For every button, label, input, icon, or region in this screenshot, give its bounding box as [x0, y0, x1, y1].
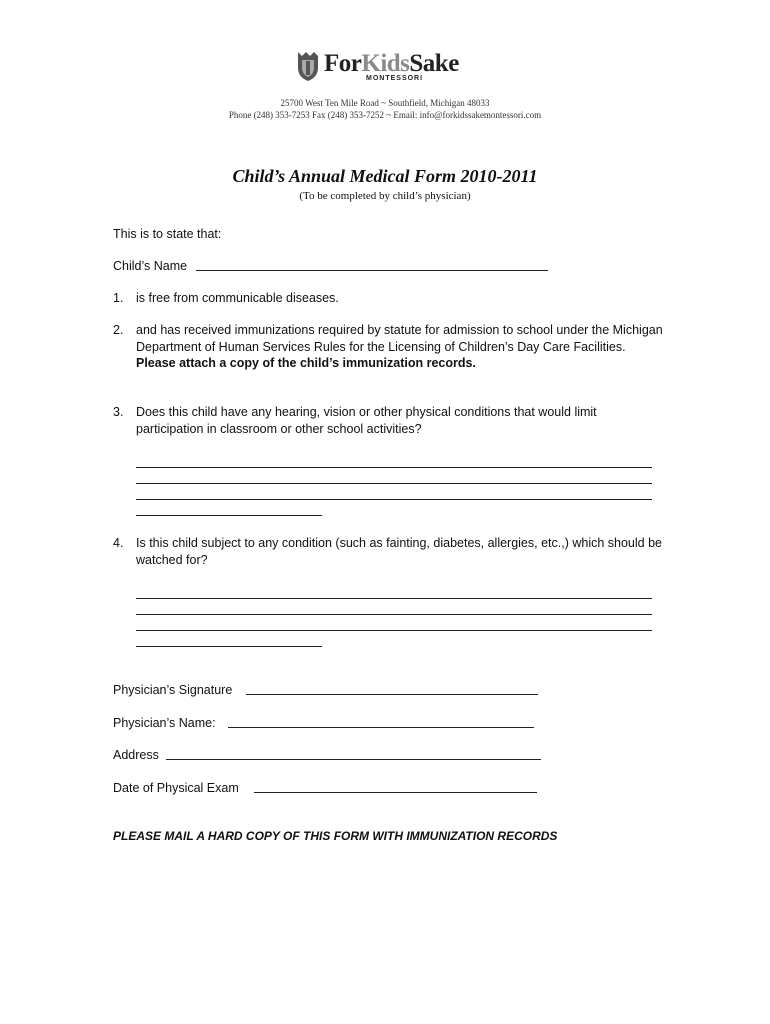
physician-name-label: Physician’s Name:	[113, 716, 216, 730]
exam-date-field[interactable]	[254, 792, 537, 793]
physician-signature-label: Physician’s Signature	[113, 683, 233, 697]
childs-name-field[interactable]	[196, 270, 548, 271]
answer-line[interactable]	[136, 614, 652, 615]
physician-name-field[interactable]	[228, 727, 534, 728]
school-address: 25700 West Ten Mile Road ~ Southfield, Michigan 48033	[280, 98, 490, 108]
answer-line[interactable]	[136, 467, 652, 468]
answer-line[interactable]	[136, 515, 322, 516]
mail-instruction: PLEASE MAIL A HARD COPY OF THIS FORM WITH IMMUNIZATION RECORDS	[113, 829, 558, 843]
address-field[interactable]	[166, 759, 541, 760]
address-label: Address	[113, 748, 159, 762]
item-number: 1.	[113, 291, 124, 305]
immunization-notice: Please attach a copy of the child’s immunization records.	[136, 356, 476, 370]
form-title: Child’s Annual Medical Form 2010-2011	[232, 166, 538, 186]
childs-name-label: Child’s Name	[113, 259, 188, 273]
item-text: Is this child subject to any condition (such as fainting, diabetes, allergies, etc.,) which should be watched for?	[136, 536, 662, 567]
shield-crest-icon	[296, 50, 320, 82]
item-number: 3.	[113, 405, 124, 419]
logo-wordmark: ForKidsSake	[324, 50, 459, 77]
answer-line[interactable]	[136, 598, 652, 599]
item-text: Does this child have any hearing, vision or other physical conditions that would limit participation in classroom or other school activities?	[136, 405, 597, 436]
school-logo	[296, 50, 476, 86]
item-text-block	[136, 322, 666, 372]
physician-signature-field[interactable]	[246, 694, 538, 695]
intro-text: This is to state that:	[113, 227, 222, 241]
answer-line[interactable]	[136, 630, 652, 631]
school-contact: Phone (248) 353-7253 Fax (248) 353-7252 ~ Email: info@forkidssakemontessori.com	[228, 110, 542, 120]
answer-line[interactable]	[136, 483, 652, 484]
form-subtitle: (To be completed by child’s physician)	[299, 190, 471, 202]
item-number: 2.	[113, 323, 124, 337]
exam-date-label: Date of Physical Exam	[113, 781, 239, 795]
item-text: and has received immunizations required by statute for admission to school under the Michigan Department of Human Services Rules for the Licensing of Children’s Day Care Facilities.	[136, 323, 663, 354]
answer-line[interactable]	[136, 646, 322, 647]
logo-subtitle: MONTESSORI	[366, 75, 424, 82]
item-number: 4.	[113, 536, 124, 550]
item-text: is free from communicable diseases.	[136, 291, 339, 305]
answer-line[interactable]	[136, 499, 652, 500]
